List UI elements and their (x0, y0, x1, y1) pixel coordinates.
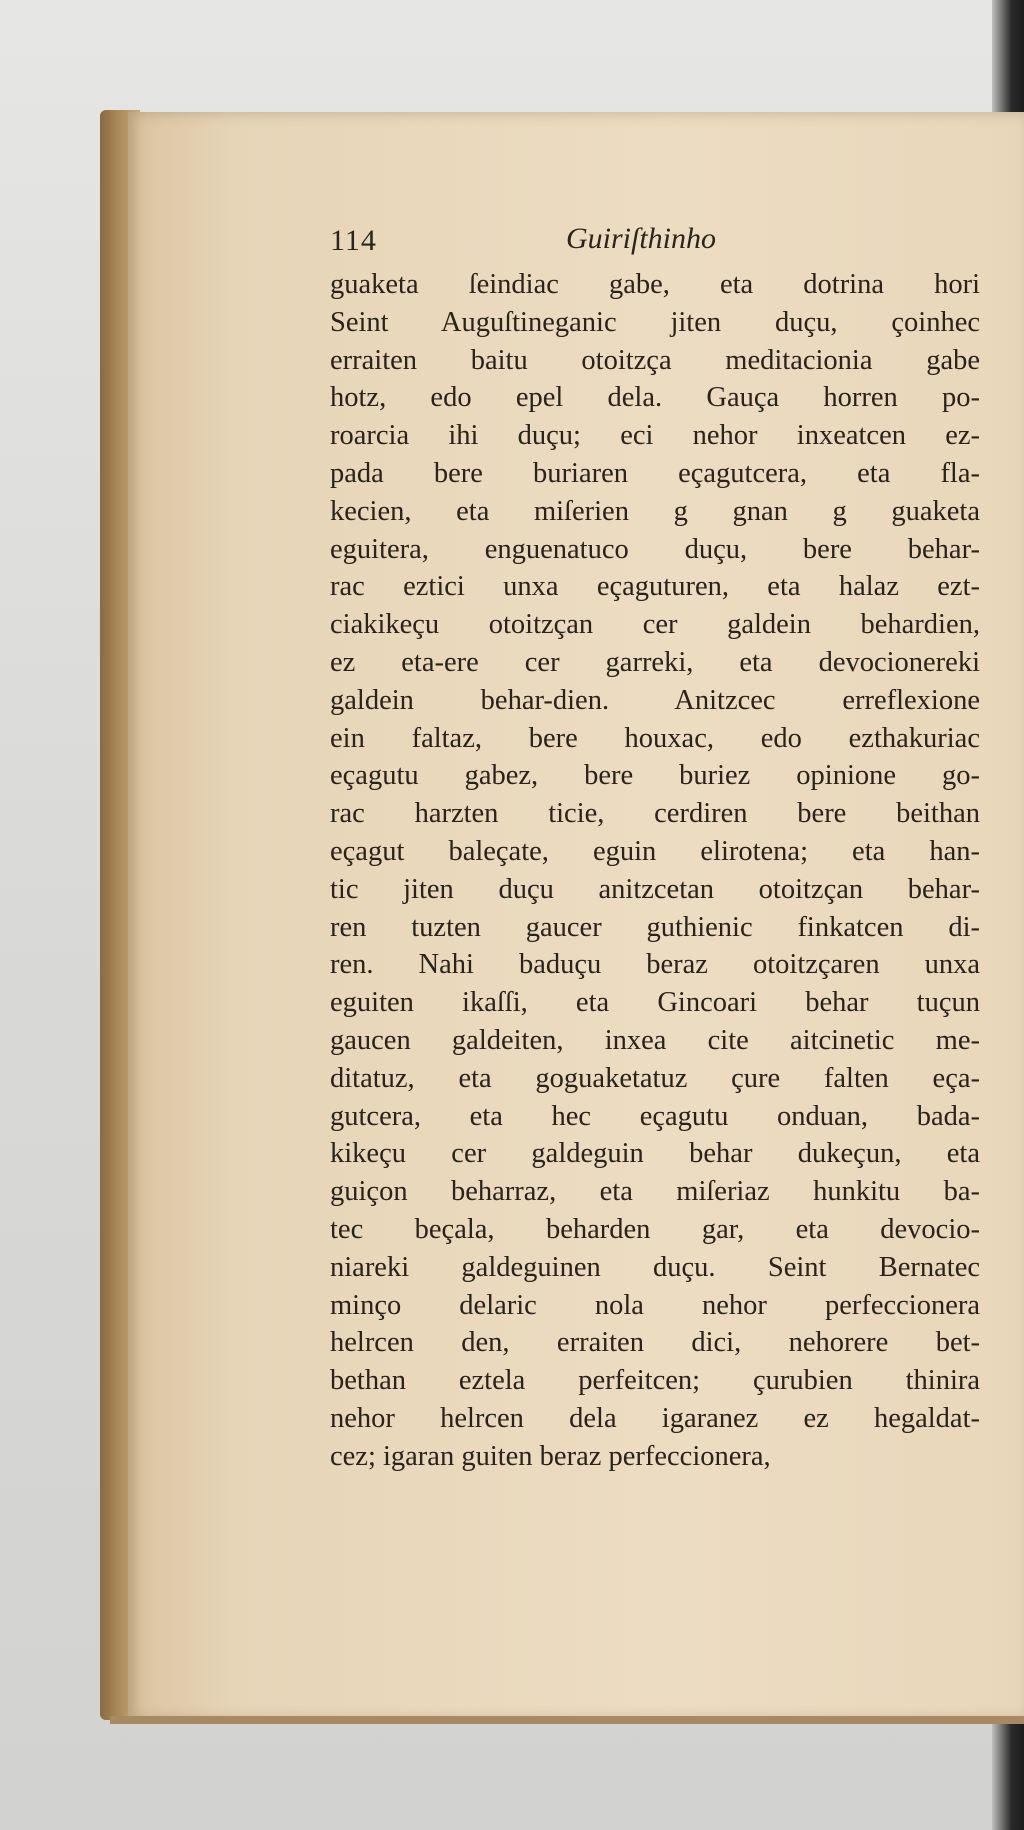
page-bottom-edge (110, 1716, 1024, 1724)
text-line: rac eztici unxa eçaguturen, eta halaz ezt- (330, 571, 980, 603)
text-line: erraiten baitu otoitzça meditacionia gabe (330, 344, 980, 376)
text-line: hotz, edo epel dela. Gauça horren po- (330, 382, 980, 414)
text-line: rac harzten ticie, cerdiren bere beithan (330, 798, 980, 830)
text-line: eçagutu gabez, bere buriez opinione go- (330, 760, 980, 792)
text-line: ein faltaz, bere houxac, edo ezthakuriac (330, 722, 980, 754)
text-line: eguiten ikaſſi, eta Gincoari behar tuçun (330, 987, 980, 1019)
text-line: guaketa ſeindiac gabe, eta dotrina hori (330, 269, 980, 300)
text-line: roarcia ihi duçu; eci nehor inxeatcen ez- (330, 420, 980, 452)
text-line: cez; igaran guiten beraz perfeccionera, (330, 1440, 771, 1472)
text-line: tic jiten duçu anitzcetan otoitzçan behar- (330, 873, 980, 905)
text-line: tec beçala, beharden gar, eta devocio- (330, 1213, 980, 1245)
text-line: kecien, eta miſerien g gnan g guaketa (330, 495, 980, 527)
text-line: minço delaric nola nehor perfeccionera (330, 1289, 980, 1321)
text-line: nehor helrcen dela igaranez ez hegaldat- (330, 1402, 980, 1434)
text-line: eçagut baleçate, eguin elirotena; eta han- (330, 835, 980, 867)
text-line: niareki galdeguinen duçu. Seint Bernatec (330, 1251, 980, 1283)
text-line: ez eta-ere cer garreki, eta devocionereki (330, 646, 980, 678)
text-line: galdein behar-dien. Anitzcec erreflexione (330, 684, 980, 716)
text-line: ciakikeçu otoitzçan cer galdein behardien, (330, 609, 980, 641)
text-line: helrcen den, erraiten dici, nehorere bet- (330, 1327, 980, 1359)
text-line: bethan eztela perfeitcen; çurubien thinira (330, 1365, 980, 1397)
body-text (330, 266, 980, 1476)
text-line: ren tuzten gaucer guthienic finkatcen di- (330, 911, 980, 943)
text-line: guiçon beharraz, eta miſeriaz hunkitu ba- (330, 1176, 980, 1208)
text-line: kikeçu cer galdeguin behar dukeçun, eta (330, 1138, 980, 1170)
page-header (330, 224, 750, 264)
text-line: ren. Nahi baduçu beraz otoitzçaren unxa (330, 949, 980, 981)
running-title: Guiriſthinho (566, 222, 717, 255)
page-number: 114 (330, 224, 377, 257)
text-line: eguitera, enguenatuco duçu, bere behar- (330, 533, 980, 565)
text-line: gaucen galdeiten, inxea cite aitcinetic me- (330, 1024, 980, 1056)
text-line: Seint Auguſtineganic jiten duçu, çoinhec (330, 306, 980, 338)
text-line: pada bere buriaren eçagutcera, eta fla- (330, 457, 980, 489)
text-line: ditatuz, eta goguaketatuz çure falten eça- (330, 1062, 980, 1094)
text-line: gutcera, eta hec eçagutu onduan, bada- (330, 1100, 980, 1132)
